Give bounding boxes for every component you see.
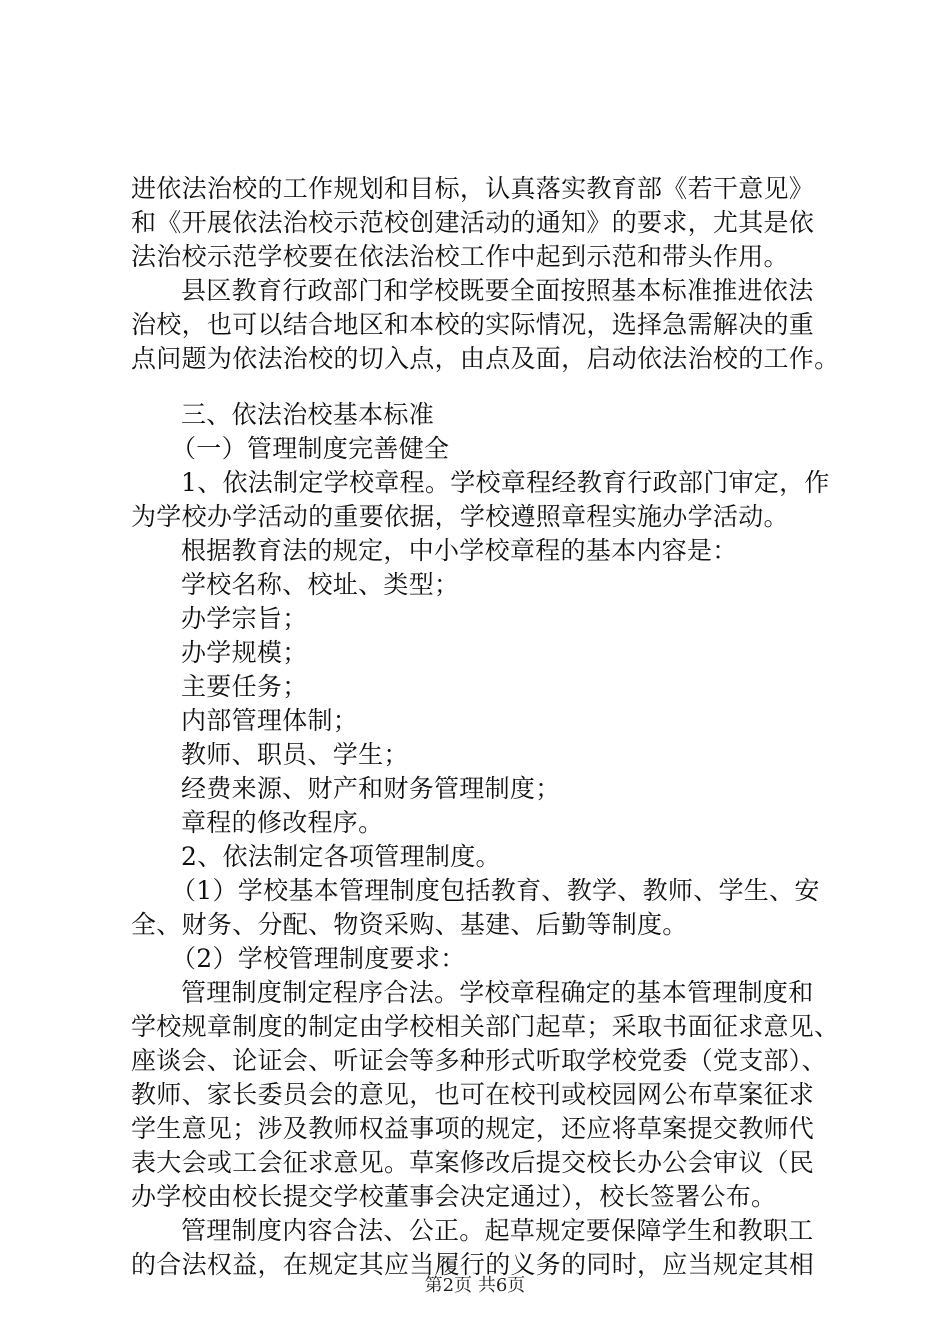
- list-item: 办学宗旨；: [181, 604, 308, 633]
- paragraph-start-line: 管理制度制定程序合法。学校章程确定的基本管理制度和: [181, 978, 814, 1007]
- text-line: 点问题为依法治校的切入点，由点及面，启动依法治校的工作。: [131, 344, 840, 373]
- text-line: 教师、家长委员会的意见，也可在校刊或校园网公布草案征求: [131, 1080, 815, 1109]
- list-item: 章程的修改程序。: [181, 808, 384, 837]
- document-body: [131, 172, 840, 1282]
- text-line: 和《开展依法治校示范校创建活动的通知》的要求，尤其是依: [131, 208, 815, 237]
- list-item: 办学规模；: [181, 638, 308, 667]
- text-line: 全、财务、分配、物资采购、基建、后勤等制度。: [131, 910, 688, 939]
- paragraph-start-line: 2、依法制定各项管理制度。: [181, 842, 501, 871]
- section-heading: 三、依法治校基本标准: [181, 400, 435, 429]
- subsection-heading: （一）管理制度完善健全: [171, 434, 450, 463]
- page-number-label: 第2页 共6页: [424, 1275, 526, 1296]
- text-line: 进依法治校的工作规划和目标，认真落实教育部《若干意见》: [131, 174, 815, 203]
- list-item: 学校名称、校址、类型；: [181, 570, 460, 599]
- paragraph-start-line: 县区教育行政部门和学校既要全面按照基本标准推进依法: [181, 276, 814, 305]
- paragraph-start-line: 管理制度内容合法、公正。起草规定要保障学生和教职工: [181, 1216, 814, 1245]
- page-footer: [0, 1275, 950, 1297]
- text-line: 法治校示范学校要在依法治校工作中起到示范和带头作用。: [131, 242, 789, 271]
- paragraph-gap: [131, 376, 831, 398]
- paragraph-start-line: （1）学校基本管理制度包括教育、教学、教师、学生、安: [171, 876, 820, 905]
- list-item: 内部管理体制；: [181, 706, 359, 735]
- text-line: 学生意见；涉及教师权益事项的规定，还应将草案提交教师代: [131, 1114, 815, 1143]
- text-line: 办学校由校长提交学校董事会决定通过），校长签署公布。: [131, 1182, 777, 1211]
- text-line: 的合法权益，在规定其应当履行的义务的同时，应当规定其相: [131, 1250, 815, 1279]
- list-item: 教师、职员、学生；: [181, 740, 409, 769]
- paragraph-start-line: （2）学校管理制度要求：: [171, 944, 466, 973]
- paragraph-start-line: 1、依法制定学校章程。学校章程经教育行政部门审定，作: [181, 468, 830, 497]
- text-line: 治校，也可以结合地区和本校的实际情况，选择急需解决的重: [131, 310, 815, 339]
- text-line: 表大会或工会征求意见。草案修改后提交校长办公会审议（民: [131, 1148, 815, 1177]
- paragraph-start-line: 根据教育法的规定，中小学校章程的基本内容是：: [181, 536, 738, 565]
- list-item: 经费来源、财产和财务管理制度；: [181, 774, 561, 803]
- text-line: 为学校办学活动的重要依据，学校遵照章程实施办学活动。: [131, 502, 789, 531]
- text-line: 学校规章制度的制定由学校相关部门起草；采取书面征求意见、: [131, 1012, 840, 1041]
- list-item: 主要任务；: [181, 672, 308, 701]
- text-line: 座谈会、论证会、听证会等多种形式听取学校党委（党支部）、: [131, 1046, 827, 1075]
